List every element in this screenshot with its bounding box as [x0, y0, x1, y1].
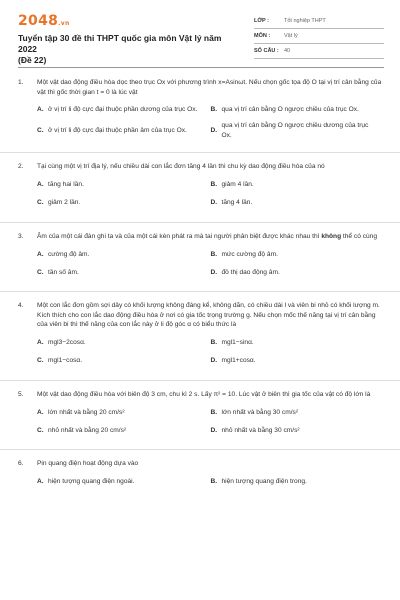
option-text: mgl1+cosα.	[221, 357, 256, 365]
option-text: mgl1−cosα.	[48, 357, 83, 365]
option-b[interactable]	[211, 405, 385, 419]
option-letter: A.	[37, 106, 44, 114]
option-letter: B.	[210, 180, 218, 188]
question-text-part: Âm của một cái đàn ghi ta và của một cái kèn phát ra mà tai người phân biệt được khác nhau thì	[37, 232, 322, 240]
meta-label: MÔN :	[254, 33, 271, 40]
question-stem	[18, 390, 384, 400]
option-letter: D.	[210, 357, 218, 365]
options-grid	[18, 475, 384, 493]
question-text-part: thể có cùng	[341, 232, 378, 240]
document-header	[0, 0, 400, 66]
option-a[interactable]	[37, 336, 211, 350]
option-a[interactable]	[37, 247, 211, 261]
option-d[interactable]	[211, 354, 385, 368]
option-letter: B.	[210, 250, 218, 258]
question-2	[0, 162, 400, 223]
option-b[interactable]	[211, 247, 385, 261]
meta-row-count	[254, 44, 384, 59]
meta-value: Vật lý	[284, 33, 298, 40]
question-5	[0, 390, 400, 451]
meta-value: Tốt nghiệp THPT	[284, 18, 326, 25]
options-grid	[18, 103, 384, 144]
option-d[interactable]	[211, 265, 385, 279]
question-number: 2.	[18, 163, 24, 171]
logo-text: 2048	[18, 13, 59, 29]
options-grid	[18, 247, 384, 283]
question-6	[0, 459, 400, 501]
option-letter: C.	[37, 357, 44, 365]
options-grid	[18, 336, 384, 372]
option-b[interactable]	[211, 336, 385, 350]
option-text: tăng 4 lần.	[221, 198, 253, 206]
option-letter: B.	[210, 106, 218, 114]
option-letter: D.	[210, 198, 218, 206]
question-stem	[18, 301, 384, 330]
option-text: giảm 4 lần.	[221, 180, 254, 188]
question-stem	[18, 232, 384, 242]
option-text: đồ thị dao động âm.	[221, 268, 280, 276]
option-text: nhỏ nhất và bằng 30 cm/s²	[221, 426, 300, 434]
question-1	[0, 78, 400, 153]
option-c[interactable]	[37, 354, 211, 368]
option-d[interactable]	[211, 121, 385, 140]
question-text	[37, 232, 384, 242]
option-text: hiện tượng quang điện ngoài.	[48, 478, 135, 486]
meta-table	[254, 14, 384, 59]
question-text: Một vật dao động điều hòa dọc theo trục Ox với phương trình x=Asinωt. Nếu chọn gốc tọa độ O tại vị trí cân bằng của vật thì gốc thời gian t = 0 là lúc vật	[37, 79, 382, 96]
option-text: qua vị trí cân bằng O ngược chiều dương của trục Ox.	[221, 122, 369, 139]
meta-label: SỐ CÂU :	[254, 48, 279, 55]
option-letter: C.	[37, 126, 44, 134]
question-stem	[18, 459, 384, 469]
question-stem	[18, 78, 384, 97]
question-number: 6.	[18, 460, 24, 468]
option-letter: A.	[37, 339, 44, 347]
logo-suffix: .vn	[58, 20, 70, 27]
option-a[interactable]	[37, 475, 211, 489]
title-line-1: Tuyển tập 30 đề thi THPT quốc gia môn Vật lý năm 2022	[18, 33, 222, 55]
title-line-2: (Đề 22)	[18, 55, 47, 66]
option-text: cường độ âm.	[48, 250, 90, 258]
option-letter: C.	[37, 198, 44, 206]
option-b[interactable]	[211, 103, 385, 117]
question-number: 5.	[18, 390, 24, 398]
header-divider	[18, 67, 384, 68]
meta-row-grade	[254, 14, 384, 29]
option-text: giảm 2 lần.	[48, 198, 81, 206]
option-text: nhỏ nhất và bằng 20 cm/s²	[48, 426, 127, 434]
option-c[interactable]	[37, 121, 211, 140]
question-list	[0, 78, 400, 510]
option-letter: D.	[210, 268, 218, 276]
question-text-emphasis: không	[321, 232, 342, 240]
question-text: Pin quang điện hoạt động dựa vào	[37, 460, 139, 468]
option-text: lớn nhất và bằng 20 cm/s²	[48, 408, 125, 416]
option-text: hiện tượng quang điện trong.	[221, 478, 307, 486]
option-d[interactable]	[211, 196, 385, 210]
option-letter: C.	[37, 268, 44, 276]
option-letter: B.	[210, 478, 218, 486]
question-number: 1.	[18, 79, 24, 86]
option-c[interactable]	[37, 423, 211, 437]
option-letter: D.	[210, 426, 218, 434]
option-text: mgl1−sinα.	[221, 339, 254, 347]
option-letter: B.	[210, 408, 218, 416]
option-letter: A.	[37, 478, 44, 486]
option-c[interactable]	[37, 196, 211, 210]
option-text: mgl3−2cosα.	[48, 339, 86, 347]
options-grid	[18, 178, 384, 214]
meta-value: 40	[284, 48, 291, 55]
option-letter: B.	[210, 339, 218, 347]
option-text: ở vị trí li độ cực đại thuộc phần dương của trục Ox.	[48, 106, 198, 114]
option-text: lớn nhất và bằng 30 cm/s²	[221, 408, 299, 416]
option-text: tần số âm.	[48, 268, 79, 276]
option-text: tăng hai lần.	[48, 180, 84, 188]
option-b[interactable]	[211, 475, 385, 489]
document-title	[18, 33, 238, 66]
option-letter: A.	[37, 250, 44, 258]
option-text: qua vị trí cân bằng O ngược chiều của trục Ox.	[221, 106, 359, 114]
question-stem	[18, 162, 384, 172]
option-letter: A.	[37, 408, 44, 416]
option-text: mức cường độ âm.	[221, 250, 278, 258]
option-a[interactable]	[37, 178, 211, 192]
question-number: 3.	[18, 232, 24, 240]
options-grid	[18, 405, 384, 441]
question-4	[0, 301, 400, 381]
option-c[interactable]	[37, 265, 211, 279]
question-text: Một con lắc đơn gồm sợi dây có khối lượng không đáng kể, không dãn, có chiều dài l và viên bi nhỏ có khối lượng m. Kích thích cho con lắc dao động điều hòa ở nơi có gia tốc trọng trường g. Nếu chọn mốc thế năng tại vị trí cân bằng của viên bi thì thế năng của con lắc này ở li độ góc α có biểu thức là	[37, 302, 380, 329]
meta-label: LỚP :	[254, 18, 269, 25]
question-text: Tại cùng một vị trí địa lý, nếu chiều dài con lắc đơn tăng 4 lần thì chu kỳ dao động điều hòa của nó	[37, 163, 325, 171]
option-text: ở vị trí li độ cực đại thuộc phần âm của trục Ox.	[48, 126, 187, 134]
question-3	[0, 232, 400, 293]
option-letter: A.	[37, 180, 44, 188]
option-letter: D.	[210, 126, 218, 134]
option-a[interactable]	[37, 405, 211, 419]
option-a[interactable]	[37, 103, 211, 117]
option-d[interactable]	[211, 423, 385, 437]
option-letter: C.	[37, 426, 44, 434]
question-text: Một vật dao động điều hòa với biên độ 3 cm, chu kì 2 s. Lấy π² = 10. Lúc vật ở biên thì gia tốc của vật có độ lớn là	[37, 390, 371, 398]
question-number: 4.	[18, 302, 24, 310]
meta-row-subject	[254, 29, 384, 44]
option-b[interactable]	[211, 178, 385, 192]
